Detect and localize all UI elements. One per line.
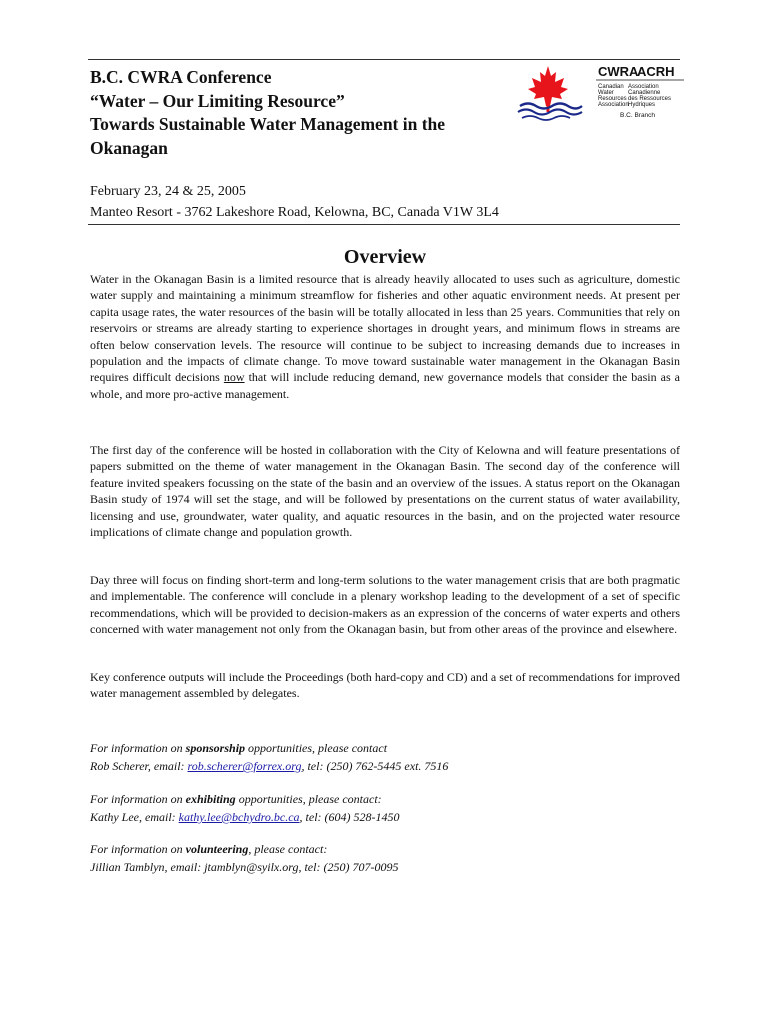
contact-topic: sponsorship	[185, 741, 246, 755]
event-details	[90, 181, 499, 223]
wave-icon	[520, 104, 582, 109]
overview-paragraph-2: The first day of the conference will be hosted in collaboration with the City of Kelowna and will feature presentations of papers submitted on the theme of water management in the Okanagan Basin. The second day of the conference will feature invited speakers focussing on the state of the basin and an overview of the issues. A status report on the Okanagan Basin study of 1974 will set the stage, and will be followed by presentations on the current status of water availability, licensing and use, groundwater, water quality, and aquatic resources in the basin, and on the projected water resource implications of climate change and population growth.	[90, 443, 680, 540]
sponsorship-contact	[90, 739, 680, 775]
contact-text: opportunities, please contact:	[235, 792, 382, 806]
logo-name-en: Water	[598, 90, 614, 96]
contact-text: , tel: (604) 528-1450	[299, 810, 400, 824]
title-line: “Water – Our Limiting Resource”	[90, 90, 345, 111]
wave-icon	[522, 116, 570, 120]
paragraph-text: Water in the Okanagan Basin is a limited resource that is already heavily allocated to uses such as agriculture, domestic water supply and maintaining a minimum streamflow for fisheries and other aquatic environment needs. At present per capita usage rates, the water resources of the basin will be totally allocated in less than 25 years. Communities that rely on reservoirs or streams are already starting to experience shortages in drought years, and minimum flows in streams are often below conservation levels. The resource will continue to be subject to increasing demands due to increases in population and the impacts of climate change. To move toward sustainable water management in the Okanagan Basin requires difficult decisions	[90, 272, 680, 385]
contact-text: , please contact:	[248, 842, 328, 856]
contact-text: For information on	[90, 741, 186, 755]
volunteering-contact	[90, 840, 680, 876]
contact-text: , tel: (250) 762-5445 ext. 7516	[301, 759, 449, 773]
contact-text: For information on	[90, 842, 186, 856]
logo-name-fr: Canadienne	[628, 90, 661, 96]
title-line: Towards Sustainable Water Management in the	[90, 114, 446, 134]
exhibiting-contact	[90, 790, 680, 826]
contact-intro	[90, 840, 680, 858]
contact-text: , tel: (250) 707-0095	[298, 860, 399, 874]
contact-person	[90, 808, 680, 826]
contact-text: opportunities, please contact	[245, 741, 388, 755]
contact-person	[90, 757, 680, 775]
top-rule	[88, 59, 680, 60]
logo-name-fr: des Ressources	[628, 96, 672, 102]
email-link[interactable]: kathy.lee@bchydro.bc.ca	[178, 810, 300, 824]
overview-paragraph-4: Key conference outputs will include the Proceedings (both hard-copy and CD) and a set of recommendations for improved water management assembled by delegates.	[90, 670, 680, 701]
wave-icon	[518, 110, 582, 115]
emphasis-now: now	[223, 370, 245, 385]
email-link[interactable]: rob.scherer@forrex.org	[187, 759, 302, 773]
email-text: jtamblyn@syilx.org	[204, 860, 299, 874]
logo-name-en: Canadian	[598, 84, 624, 90]
contact-topic: exhibiting	[185, 792, 236, 806]
contact-text: For information on	[90, 792, 186, 806]
overview-heading: Overview	[343, 246, 427, 268]
contact-person	[90, 858, 680, 876]
event-venue: Manteo Resort - 3762 Lakeshore Road, Kelowna, BC, Canada V1W 3L4	[90, 205, 499, 220]
conference-title	[90, 66, 520, 160]
event-dates: February 23, 24 & 25, 2005	[90, 184, 246, 199]
header-rule	[88, 224, 680, 225]
contact-intro	[90, 790, 680, 808]
maple-leaf-waves-icon	[518, 66, 582, 120]
logo-name-fr: Association	[628, 84, 659, 90]
contact-text: Jillian Tamblyn, email:	[90, 860, 205, 874]
contact-intro	[90, 739, 680, 757]
contact-text: Kathy Lee, email:	[90, 810, 179, 824]
logo-abbr-fr: ACRH	[637, 64, 675, 79]
cwra-logo	[516, 62, 686, 126]
title-line: Okanagan	[90, 137, 168, 158]
logo-branch: B.C. Branch	[620, 112, 656, 119]
paragraph-text: that will include reducing demand, new governance models that consider the basin as a whole, and more pro-active management.	[90, 370, 680, 401]
logo-name-fr: Hydriques	[628, 102, 656, 108]
logo-name-en: Association	[598, 102, 629, 108]
title-line: B.C. CWRA Conference	[90, 67, 272, 87]
contact-text: Rob Scherer, email:	[90, 759, 188, 773]
overview-paragraph-3: Day three will focus on finding short-term and long-term solutions to the water management crisis that are both pragmatic and implementable. The conference will conclude in a plenary workshop leading to the development of a set of specific recommendations, which will be provided to decision-makers as an expression of the concerns of water experts and others concerned with water management not only from the Okanagan basin, but from other areas of the province and elsewhere.	[90, 573, 680, 637]
logo-abbr-en: CWRA	[598, 64, 639, 79]
maple-leaf-icon	[528, 66, 568, 106]
contact-topic: volunteering	[185, 842, 249, 856]
overview-paragraph-1	[90, 271, 680, 402]
logo-name-en: Resources	[598, 96, 627, 102]
